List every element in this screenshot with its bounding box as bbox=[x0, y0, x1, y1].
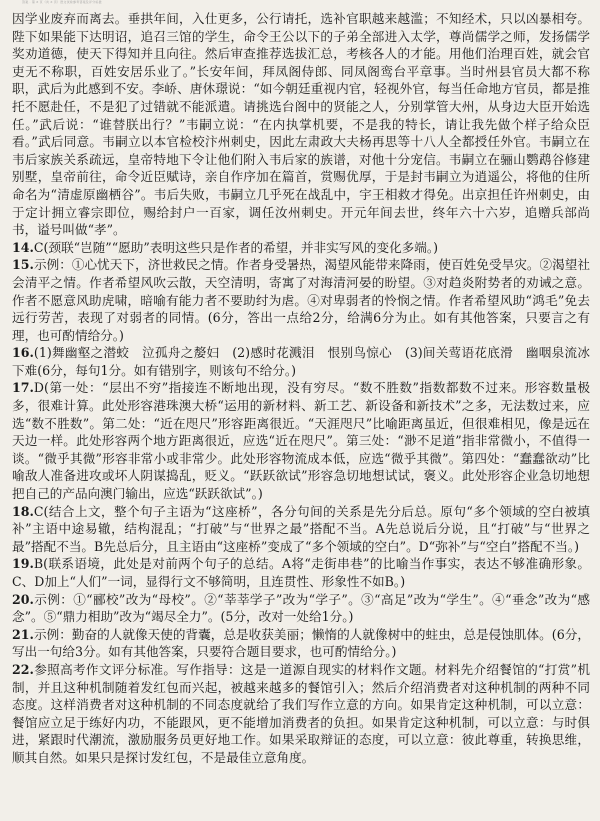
question-number: 18. bbox=[12, 503, 34, 519]
answer-text: D(第一处：“层出不穷”指接连不断地出现，没有穷尽。“数不胜数”指数都数不过来。形容数量极多，很难计算。此处形容港珠澳大桥“运用的新材料、新工艺、新设备和新技术”之多，无法数过来，应选“数不胜数”。第二处：“近在咫尺”形容距离很近。“天涯咫尺”比喻距离虽近，但很难相见，像是远在天边一样。此处形容两个地方距离很近，应选“近在咫尺”。第三处：“渺不足道”指非常微小，不值得一谈。“微乎其微”形容非常小或非常少。此处形容物流成本低，应选“微乎其微”。第四处：“蠢蠢欲动”比喻敌人准备进攻或坏人阴谋捣乱，贬义。“跃跃欲试”形容急切地想试试，褒义。此处形容企业急切地想把自己的产品向澳门输出，应选“跃跃欲试”。) bbox=[12, 380, 590, 502]
question-number: 20. bbox=[12, 591, 34, 607]
answer-18 bbox=[12, 503, 590, 556]
answer-text: 示例：①“郦校”改为“母校”。②“莘莘学子”改为“学子”。③“高足”改为“学生”。④“垂念”改为“感念”。⑤“鼎力相助”改为“竭尽全力”。(5分，改对一处给1分。) bbox=[12, 591, 590, 625]
answer-text: C(结合上文，整个句子主语为“这座桥”，各分句间的关系是先分后总。原句“多个领域的空白被填补”主语中途易辙，结构混乱；“打破”与“世界之最”搭配不当。A先总说后分说，且“打破”与“世界之最”搭配不当。B先总后分，且主语由“这座桥”变成了“多个领域的空白”。D“弥补”与“空白”搭配不当。) bbox=[12, 503, 590, 554]
question-number: 16. bbox=[12, 345, 34, 361]
question-number: 15. bbox=[12, 257, 34, 273]
answer-21 bbox=[12, 626, 590, 661]
question-number: 22. bbox=[12, 661, 34, 677]
question-number: 19. bbox=[12, 556, 34, 572]
answer-text: 示例：①心忧天下，济世救民之情。作者身受暑热，渴望风能带来降雨，使百姓免受旱灾。②渴望社会清平之情。作者希望风吹云散，天空清明，寄寓了对海清河晏的盼望。③对趋炎附势者的劝诫之意。作者不愿意风助虎啸，暗喻有能力者不要助纣为虐。④对卑弱者的怜悯之情。作者希望风助“鸿毛”免去远行劳苦，表现了对弱者的同情。(6分，答出一点给2分，给满6分为止。如有其他答案，只要言之有理，也可酌情给分。) bbox=[12, 257, 590, 343]
question-number: 21. bbox=[12, 626, 34, 642]
answer-14 bbox=[12, 239, 590, 257]
answer-text: C(颈联“岂随”“愿助”表明这些只是作者的希望，并非实写风的变化多端。) bbox=[33, 239, 439, 255]
header-strip: 答案 · 第 X 页（共 X 页）语文试卷参考答案及评分标准 bbox=[22, 0, 102, 4]
question-number: 14. bbox=[12, 239, 34, 255]
answer-20 bbox=[12, 591, 590, 626]
question-number: 17. bbox=[12, 380, 34, 396]
translation-paragraph bbox=[12, 10, 590, 239]
answer-17 bbox=[12, 379, 590, 502]
answer-text: 示例：勤奋的人就像天使的背囊，总是收获美丽；懒惰的人就像树中的蛀虫，总是侵蚀肌体。(6分，写出一句给3分。如有其他答案，只要符合题目要求，也可酌情给分。) bbox=[12, 626, 590, 660]
answer-15 bbox=[12, 256, 590, 344]
answer-22 bbox=[12, 661, 590, 767]
answer-text: (1)舞幽壑之潜蛟 泣孤舟之嫠妇 (2)感时花溅泪 恨别鸟惊心 (3)间关莺语花底滑 幽咽泉流冰下难(6分，每句1分。如有错别字，则该句不给分。) bbox=[12, 345, 590, 378]
answer-text: B(联系语境，此处是对前两个句子的总结。A将“走街串巷”的比喻当作事实，表达不够准确形象。C、D加上“人们”一词，显得行文不够简明，且连贯性、形象性不如B。) bbox=[12, 556, 590, 589]
translation-text: 因学业废弃而离去。垂拱年间，入仕更多，公行请托，选补官职越来越滥；不知经术，只以凶暴相夸。陛下如果能下达明诏，追召三馆的学生，命令王公以下的子弟全部进入太学，尊尚儒学之师，发扬儒学奖劝道德，使天下得知并且向往。然后审查推荐选拔汇总，考核各人的才能。用他们治理百姓，就会官吏无不称职，百姓安居乐业了。”长安年间，拜凤阁侍郎、同凤阁鸾台平章事。当时州县官员大都不称职，武后为此感到不安。李峤、唐休璟说：“如今朝廷重视内官，轻视外官，每当任命地方官员，都是推托不愿赴任，不是犯了过错就不能派遣。请挑选台阁中的贤能之人，分别掌管大州，从身边大臣开始选任。”武后说：“谁替朕出行？”韦嗣立说：“在内执掌机要，不是我的特长，请让我先做个样子给众臣看。”武后同意。韦嗣立以本官检校汴州刺史，因此左肃政大夫杨再思等十八人全都授任外官。韦嗣立在韦后家族关系疏远，皇帝特地下令让他们附入韦后家的族谱，对他十分宠信。韦嗣立在骊山鹦鹉谷修建别墅，皇帝前往，命令近臣赋诗，亲自作序加在篇首，赏赐优厚，于是封韦嗣立为逍遥公，将他的住所命名为“清虚原幽栖谷”。韦后失败，韦嗣立几乎死在战乱中，宇王相救才得免。出京担任许州刺史，由于定计拥立睿宗即位，赐给封户一百家，调任汝州刺史。开元年间去世，终年六十六岁，追赠兵部尚书，谥号叫做“孝”。 bbox=[12, 11, 590, 238]
answer-16 bbox=[12, 344, 590, 379]
answer-19 bbox=[12, 555, 590, 590]
answer-text: 参照高考作文评分标准。写作指导：这是一道源自现实的材料作文题。材料先介绍餐馆的“打赏”机制，并且这种机制随着发红包而兴起，被越来越多的餐馆引入；然后介绍消费者对这种机制的两种不同态度。这样消费者对这种机制的不同态度就给了我们写作立意的方向。如果肯定这种机制，可以立意：餐馆应立足于练好内功，不能跟风，更不能增加消费者的负担。如果肯定这种机制，可以立意：与时俱进，紧跟时代潮流，激励服务员更好地工作。如果采取辩证的态度，可以立意：彼此尊重，转换思维，顺其自然。如果只是探讨发红包，不是最佳立意角度。 bbox=[12, 661, 590, 765]
